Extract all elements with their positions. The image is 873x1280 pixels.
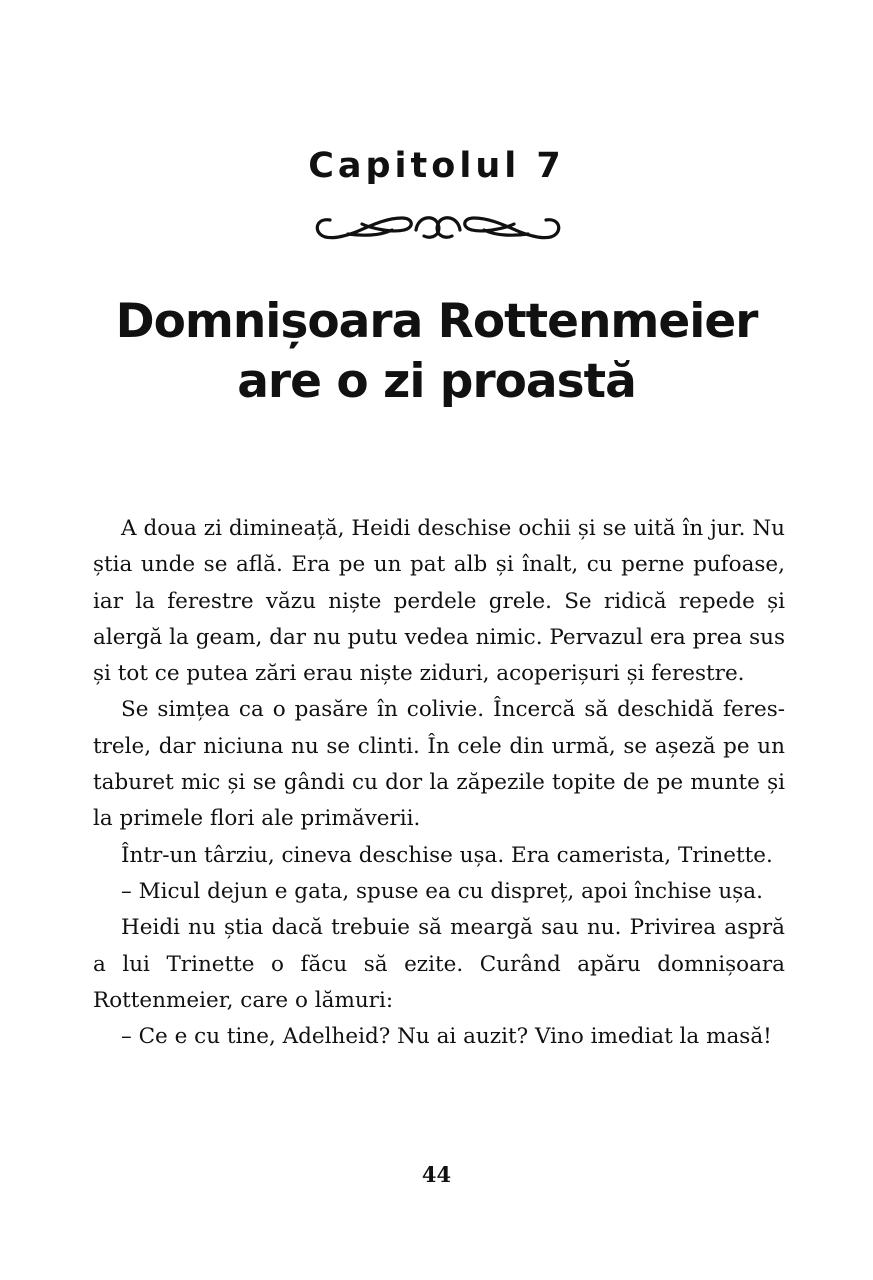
paragraph: – Micul dejun e gata, spuse ea cu dispreț, apoi închise ușa.	[121, 878, 763, 904]
paragraph: – Ce e cu tine, Adelheid? Nu ai auzit? Vino imediat la masă!	[121, 1024, 772, 1050]
paragraph: A doua zi dimineață, Heidi deschise ochii și se uită în jur. Nu știa unde se află. Era pe un pat alb și înalt, cu perne pufoase, iar la ferestre văzu niște perdele grele. Se ridică repede și alergă la geam, dar nu putu vedea nimic. Pervazul era prea sus și tot ce putea zări erau niște ziduri, acoperișuri și ferestre.	[93, 516, 785, 687]
page-number: 44	[421, 1162, 452, 1187]
chapter-label: Capitolul 7	[308, 146, 565, 186]
paragraph: Într-un târziu, cineva deschise ușa. Era camerista, Trinette.	[121, 842, 773, 868]
chapter-title-line-2: are o zi proastă	[237, 354, 636, 409]
flourish-divider-icon	[310, 206, 566, 246]
paragraph: Heidi nu știa dacă trebuie să meargă sau nu. Privirea aspră a lui Trinette o făcu să ezite. Curând apăru domnișoara Rottenmeier, care o lămuri:	[93, 915, 785, 1013]
paragraph: Se simțea ca o pasăre în colivie. Încercă să deschidă ferestrele, dar niciuna nu se clinti. În cele din urmă, se așeză pe un taburet mic și se gândi cu dor la zăpezile topite de pe munte și la primele flori ale primăverii.	[93, 697, 785, 832]
chapter-body	[93, 511, 785, 1055]
chapter-title	[0, 292, 873, 412]
chapter-title-line-1: Domnișoara Rottenmeier	[115, 294, 758, 349]
